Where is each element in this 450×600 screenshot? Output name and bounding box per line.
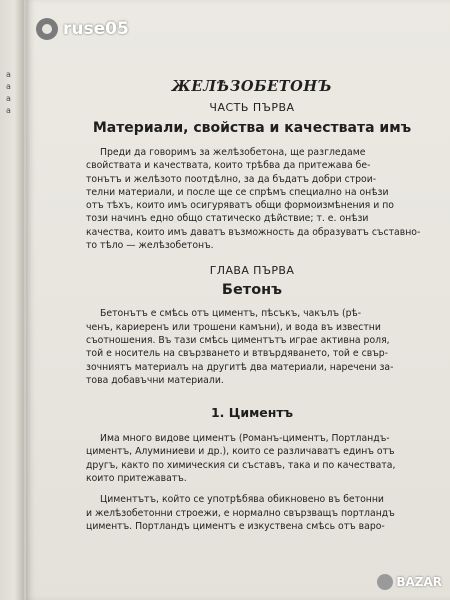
part-title: Материали, свойства и качествата имъ bbox=[92, 120, 412, 136]
text-line: другъ, както по химическия си съставъ, така и по качествата, bbox=[86, 459, 396, 471]
page-content bbox=[86, 78, 421, 533]
text-line: този начинъ едно общо статическо дѣйствие; т. е. онѣзи bbox=[86, 213, 369, 225]
margin-mark: а bbox=[6, 94, 11, 103]
text-line: съотношения. Въ тази смѣсь циментътъ играе активна роля, bbox=[86, 334, 390, 346]
text-line: качества, които имъ даватъ възможность да образуватъ съставно- bbox=[86, 226, 421, 238]
book-title: ЖЕЛѢЗОБЕТОНЪ bbox=[171, 78, 333, 95]
margin-mark: а bbox=[6, 70, 11, 79]
text-line: Преди да говоримъ за желѣзобетона, ще разгледаме bbox=[100, 147, 366, 158]
chapter-label: ГЛАВА ПЪРВА bbox=[209, 264, 295, 278]
concrete-paragraph bbox=[86, 307, 418, 387]
text-line: телни материали, и после ще се спрѣмъ специално на онѣзи bbox=[86, 186, 389, 198]
text-line: зочниятъ материалъ на другитѣ два материали, наречени за- bbox=[86, 361, 394, 373]
text-line: циментъ. Портландъ циментъ е изкуствена смѣсь отъ варо- bbox=[86, 520, 385, 532]
book-page bbox=[26, 0, 450, 600]
cement-paragraph-1 bbox=[86, 432, 418, 485]
text-line: той е носитель на свързването и втвърдяването, той е свър- bbox=[86, 348, 389, 360]
text-line: и желѣзобетонни строежи, е нормално свързващъ портландъ bbox=[86, 507, 395, 519]
text-line: които притежаватъ. bbox=[86, 473, 187, 485]
text-line: циментъ, Алуминиеви и др.), които се различаватъ единъ отъ bbox=[86, 446, 395, 458]
text-line: свойствата и качествата, които трѣбва да притежава бе- bbox=[86, 160, 371, 172]
intro-paragraph bbox=[86, 146, 421, 252]
text-line: отъ тѣхъ, които имъ осигуряватъ общи формоизмѣнения и по bbox=[86, 200, 394, 212]
watermark-bottom-right bbox=[377, 574, 442, 590]
text-line: то тѣло — желѣзобетонъ. bbox=[86, 240, 214, 252]
previous-page-edge bbox=[0, 0, 24, 600]
text-line: Бетонътъ е смѣсь отъ циментъ, пѣсъкъ, чакълъ (рѣ- bbox=[100, 308, 362, 320]
text-line: ченъ, кариеренъ или трошени камъни), и вода въ известни bbox=[86, 321, 381, 333]
watermark-logo-icon bbox=[377, 574, 393, 590]
text-line: това добавъчни материали. bbox=[86, 374, 224, 386]
part-label: ЧАСТЬ ПЪРВА bbox=[209, 101, 295, 114]
text-line: тонътъ и желѣзото поотдѣлно, за да бъдатъ добри строи- bbox=[86, 173, 377, 185]
chapter-title: Бетонъ bbox=[221, 282, 283, 299]
cement-paragraph-2 bbox=[86, 493, 418, 533]
margin-mark: а bbox=[6, 106, 11, 115]
watermark-text: ruse05 bbox=[63, 19, 129, 39]
watermark-logo-icon bbox=[36, 18, 58, 40]
margin-mark: а bbox=[6, 82, 11, 91]
subsection-title: 1. Циментъ bbox=[210, 405, 294, 421]
watermark-text: BAZAR bbox=[396, 575, 442, 589]
text-line: Има много видове циментъ (Романъ-циментъ, Портландъ- bbox=[100, 433, 390, 445]
watermark-top-left bbox=[36, 18, 129, 40]
text-line: Циментътъ, който се употрѣбява обикновено въ бетонни bbox=[100, 494, 384, 506]
